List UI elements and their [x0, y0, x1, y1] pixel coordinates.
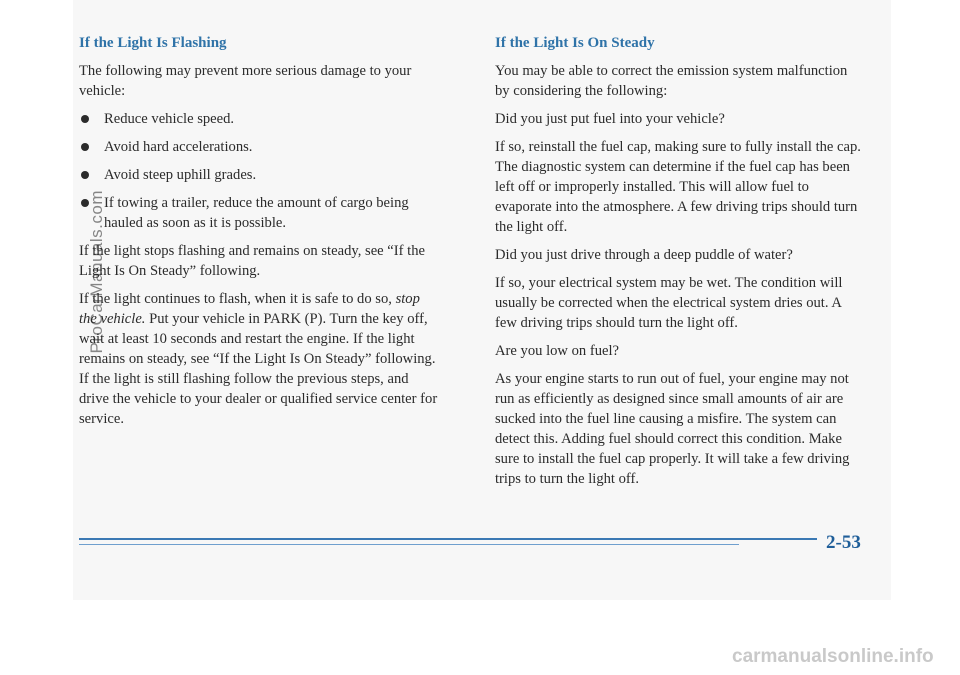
- right-para: If so, your electrical system may be wet. The condition will usually be corrected when the electrical system dries out. A few driving trips should turn the light off.: [495, 275, 843, 331]
- right-para: Did you just drive through a deep puddle of water?: [495, 247, 793, 263]
- footer-rule: [79, 538, 817, 550]
- left-intro: The following may prevent more serious damage to your vehicle:: [79, 63, 412, 99]
- left-column: [79, 33, 439, 437]
- bullet-icon: [81, 171, 89, 179]
- right-para: Did you just put fuel into your vehicle?: [495, 111, 725, 127]
- list-item: Reduce vehicle speed.: [79, 109, 439, 129]
- side-watermark: ProCarManuals.com: [87, 190, 106, 354]
- rule-line: [79, 544, 739, 545]
- list-item: Avoid hard accelerations.: [79, 137, 439, 157]
- heading-light-flashing: If the Light Is Flashing: [79, 35, 227, 51]
- right-para: As your engine starts to run out of fuel, your engine may not run as efficiently as designed since small amounts of air are sucked into the fuel line causing a misfire. The system can detect this. Adding fuel should correct this condition. Make sure to install the fuel cap properly. It will take a few driving trips to turn the light off.: [495, 371, 850, 487]
- bullet-icon: [81, 143, 89, 151]
- heading-light-steady: If the Light Is On Steady: [495, 35, 655, 51]
- right-para: You may be able to correct the emission system malfunction by considering the following:: [495, 63, 848, 99]
- right-para: Are you low on fuel?: [495, 343, 620, 359]
- left-para-2: If the light continues to flash, when it is safe to do so, stop the vehicle. Put your vehicle in PARK (P). Turn the key off, wait at least 10 seconds and restart the engine. If the light remains on steady, see “If the Light Is On Steady” following. If the light is still flashing follow the previous steps, and drive the vehicle to your dealer or qualified service center for service.: [79, 291, 438, 427]
- footer-watermark: carmanualsonline.info: [732, 646, 934, 667]
- right-para: If so, reinstall the fuel cap, making sure to fully install the cap. The diagnostic system can determine if the fuel cap has been left off or improperly installed. This will allow fuel to evaporate into the atmosphere. A few driving trips should turn the light off.: [495, 139, 861, 235]
- rule-line: [79, 538, 817, 540]
- list-item: Avoid steep uphill grades.: [79, 165, 439, 185]
- right-column: [495, 33, 865, 497]
- left-para-1: If the light stops flashing and remains on steady, see “If the Light Is On Steady” following.: [79, 243, 425, 279]
- list-item: If towing a trailer, reduce the amount of cargo being hauled as soon as it is possible.: [79, 193, 439, 233]
- bullet-list: [79, 109, 439, 233]
- page-number: 2-53: [826, 532, 861, 553]
- bullet-icon: [81, 115, 89, 123]
